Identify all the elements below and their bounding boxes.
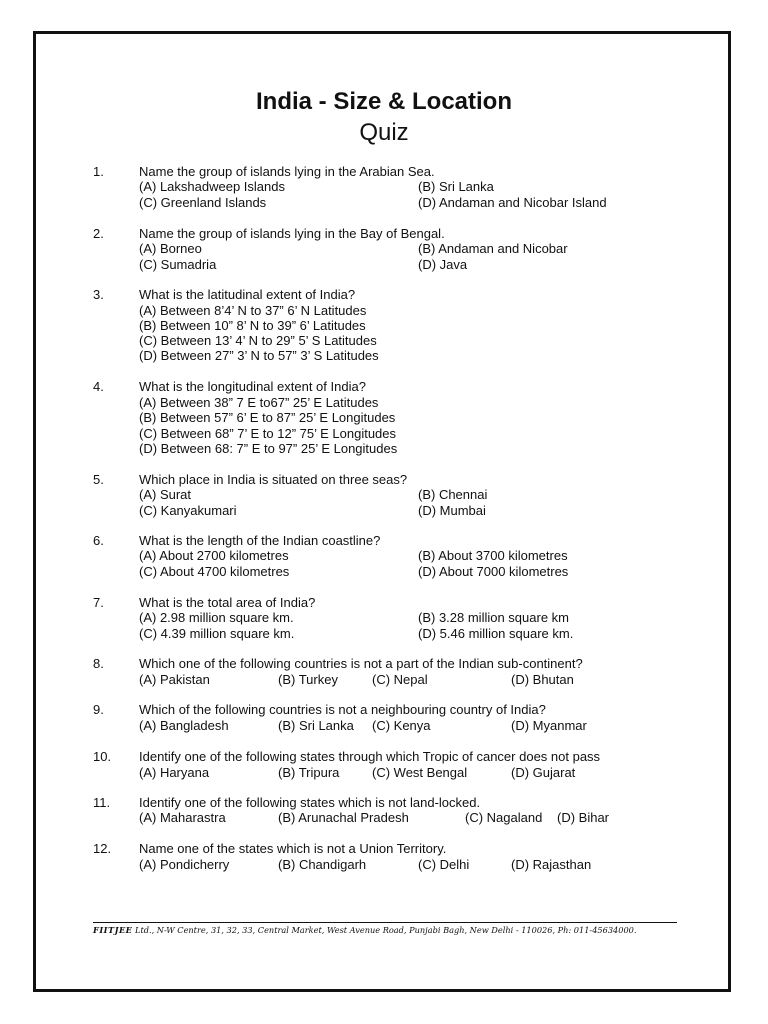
option-b: (B) Sri Lanka: [278, 718, 354, 733]
option-d: (D) Bhutan: [511, 672, 574, 687]
option-c: (C) Sumadria: [139, 257, 217, 272]
option-a: (A) Pakistan: [139, 672, 210, 687]
question-number: 10.: [93, 749, 112, 764]
option-d: (D) Rajasthan: [511, 857, 592, 872]
question-text: Identify one of the following states through which Tropic of cancer does not pass: [139, 749, 601, 764]
option-c: (C) Nagaland: [465, 810, 543, 825]
question-text: Name the group of islands lying in the Bay of Bengal.: [139, 226, 445, 241]
option-c: (C) About 4700 kilometres: [139, 564, 290, 579]
option-d: (D) Between 68: 7” E to 97” 25’ E Longitudes: [139, 441, 398, 456]
option-b: (B) About 3700 kilometres: [418, 548, 568, 563]
question-number: 5.: [93, 472, 104, 487]
question-number: 4.: [93, 379, 104, 394]
option-a: (A) About 2700 kilometres: [139, 548, 289, 563]
question-text: Which one of the following countries is not a part of the Indian sub-continent?: [139, 656, 583, 671]
footer-brand: FIITJEE: [93, 925, 133, 935]
question-text: Which of the following countries is not a neighbouring country of India?: [139, 702, 546, 717]
question-text: What is the length of the Indian coastline?: [139, 533, 381, 548]
footer-address: Ltd., N-W Centre, 31, 32, 33, Central Market, West Avenue Road, Punjabi Bagh, New Delhi - 110026, Ph: 011-45634000.: [132, 925, 637, 935]
footer: [93, 925, 693, 936]
question-number: 11.: [93, 795, 111, 810]
option-a: (A) Pondicherry: [139, 857, 230, 872]
question-number: 1.: [93, 164, 104, 179]
option-d: (D) 5.46 million square km.: [418, 626, 574, 641]
option-a: (A) Surat: [139, 487, 192, 502]
option-b: (B) Between 57” 6’ E to 87” 25’ E Longitudes: [139, 410, 396, 425]
option-a: (A) Between 8’4’ N to 37” 6’ N Latitudes: [139, 303, 367, 318]
option-d: (D) Gujarat: [511, 765, 576, 780]
page-subtitle: Quiz: [359, 119, 409, 146]
option-d: (D) Mumbai: [418, 503, 486, 518]
option-d: (D) Myanmar: [511, 718, 587, 733]
option-a: (A) Between 38” 7 E to67” 25’ E Latitudes: [139, 395, 379, 410]
option-b: (B) Between 10” 8’ N to 39” 6’ Latitudes: [139, 318, 366, 333]
question-number: 7.: [93, 595, 104, 610]
option-b: (B) Sri Lanka: [418, 179, 494, 194]
option-b: (B) Chandigarh: [278, 857, 367, 872]
question-text: Which place in India is situated on three seas?: [139, 472, 408, 487]
option-b: (B) Tripura: [278, 765, 340, 780]
footer-divider: [93, 922, 677, 923]
question-text: Name one of the states which is not a Union Territory.: [139, 841, 447, 856]
question-text: What is the longitudinal extent of India?: [139, 379, 366, 394]
question-text: What is the total area of India?: [139, 595, 316, 610]
option-b: (B) Turkey: [278, 672, 338, 687]
option-c: (C) Kenya: [372, 718, 431, 733]
question-number: 12.: [93, 841, 112, 856]
option-a: (A) Bangladesh: [139, 718, 229, 733]
option-b: (B) Chennai: [418, 487, 488, 502]
option-a: (A) Lakshadweep Islands: [139, 179, 285, 194]
question-number: 3.: [93, 287, 104, 302]
option-c: (C) Between 13’ 4’ N to 29” 5’ S Latitudes: [139, 333, 377, 348]
option-c: (C) Kanyakumari: [139, 503, 237, 518]
option-b: (B) Arunachal Pradesh: [278, 810, 409, 825]
option-a: (A) Haryana: [139, 765, 210, 780]
question-number: 2.: [93, 226, 104, 241]
option-a: (A) Maharastra: [139, 810, 226, 825]
option-c: (C) Nepal: [372, 672, 428, 687]
page-title: India - Size & Location: [255, 88, 513, 115]
option-d: (D) About 7000 kilometres: [418, 564, 569, 579]
question-number: 6.: [93, 533, 104, 548]
option-b: (B) Andaman and Nicobar: [418, 241, 568, 256]
option-a: (A) Borneo: [139, 241, 202, 256]
question-number: 9.: [93, 702, 104, 717]
option-d: (D) Between 27” 3’ N to 57” 3’ S Latitudes: [139, 348, 379, 363]
question-number: 8.: [93, 656, 104, 671]
question-text: What is the latitudinal extent of India?: [139, 287, 356, 302]
option-c: (C) 4.39 million square km.: [139, 626, 295, 641]
option-c: (C) Delhi: [418, 857, 470, 872]
option-a: (A) 2.98 million square km.: [139, 610, 294, 625]
option-d: (D) Bihar: [557, 810, 610, 825]
question-text: Identify one of the following states which is not land-locked.: [139, 795, 481, 810]
option-d: (D) Java: [418, 257, 468, 272]
option-c: (C) West Bengal: [372, 765, 468, 780]
option-b: (B) 3.28 million square km: [418, 610, 569, 625]
option-c: (C) Between 68” 7’ E to 12” 75’ E Longitudes: [139, 426, 397, 441]
option-c: (C) Greenland Islands: [139, 195, 267, 210]
question-text: Name the group of islands lying in the Arabian Sea.: [139, 164, 435, 179]
option-d: (D) Andaman and Nicobar Island: [418, 195, 607, 210]
